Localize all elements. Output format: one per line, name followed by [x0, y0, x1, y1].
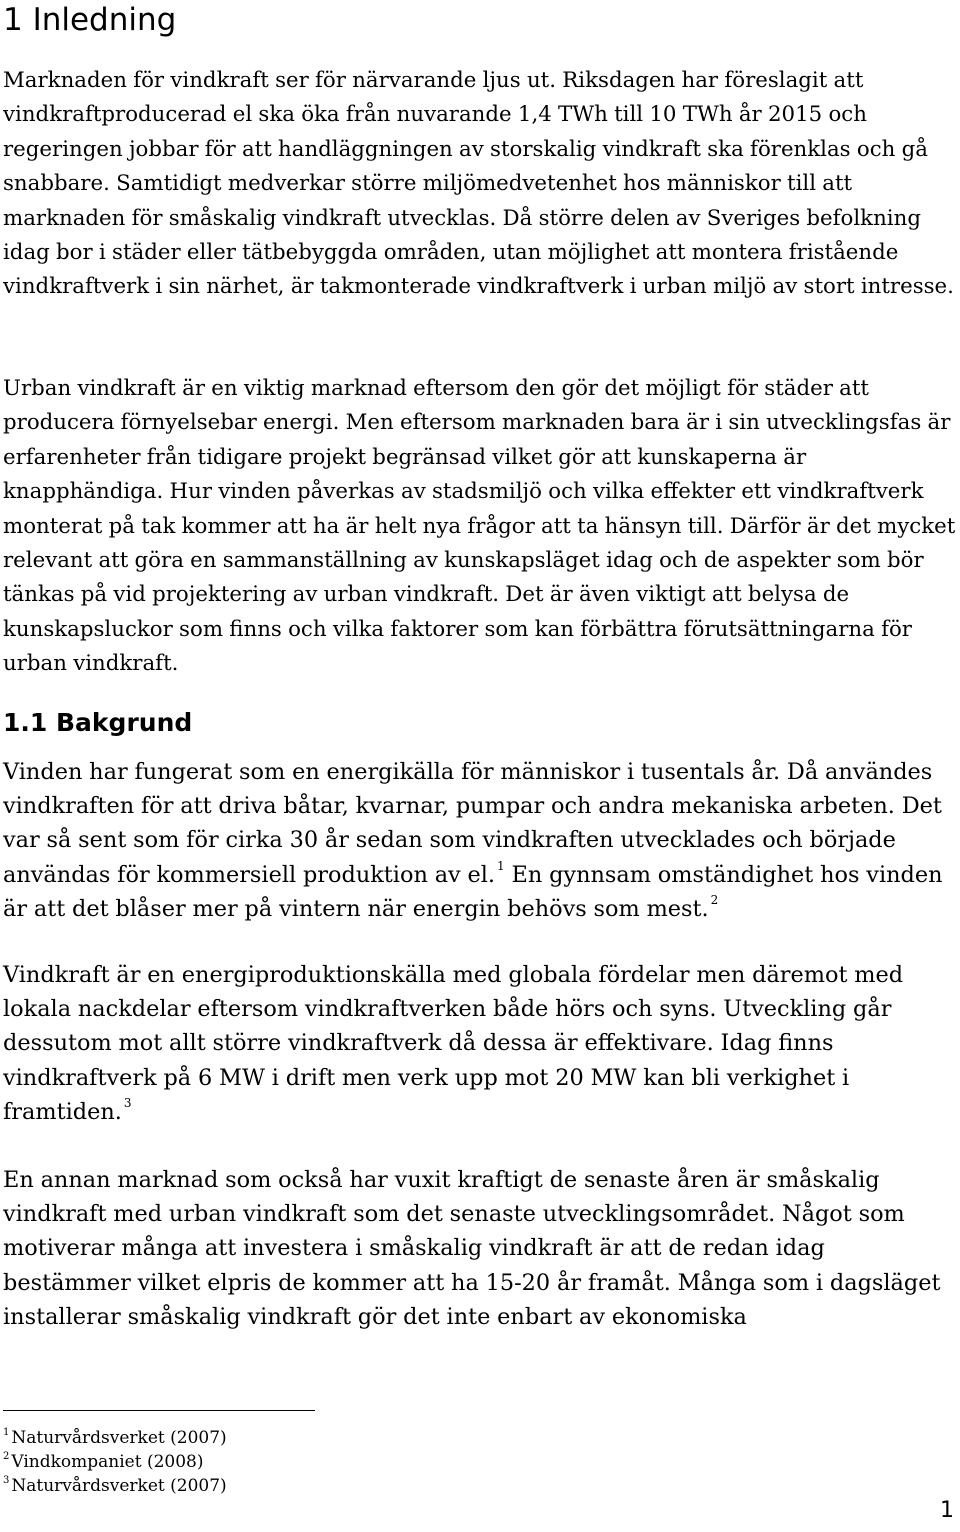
paragraph-2: Urban vindkraft är en viktig marknad eftersom den gör det möjligt för städer att producera förnyelsebar energi. Men eftersom marknaden bara är i sin utvecklingsfas är erfarenheter från tidigare projekt begränsad vilket gör att kunskaperna är knapphändiga. Hur vinden påverkas av stadsmiljö och vilka effekter ett vindkraftverk monterat på tak kommer att ha är helt nya frågor att ta hänsyn till. Därför är det mycket relevant att göra en sammanställning av kunskapsläget idag och de aspekter som bör tänkas på vid projektering av urban vindkraft. Det är även viktigt att belysa de kunskapsluckor som finns och vilka faktorer som kan förbättra förutsättningarna för urban vindkraft.: [3, 376, 956, 677]
paragraph-3-text-b: En gynnsam omständighet hos vinden är att det blåser mer på vintern när energin behövs som mest.: [3, 861, 943, 922]
footnote-ref-2: 2: [710, 892, 719, 907]
footnote-3: [3, 1474, 227, 1498]
paragraph-3: [3, 755, 959, 926]
footnote-ref-3: 3: [123, 1095, 132, 1110]
paragraph-4-text: Vindkraft är en energiproduktionskälla med globala fördelar men däremot med lokala nackdelar eftersom vindkraftverken både hörs och syns. Utveckling går dessutom mot allt större vindkraftverk då dessa är effektivare. Idag finns vindkraftverk på 6 MW i drift men verk upp mot 20 MW kan bli verkighet i framtiden.: [3, 962, 904, 1125]
footnote-2-text: Vindkompaniet (2008): [11, 1452, 204, 1472]
footnote-3-number: 3: [3, 1475, 10, 1486]
footnote-1: [3, 1426, 227, 1450]
footnote-1-number: 1: [3, 1427, 10, 1438]
footnote-3-text: Naturvårdsverket (2007): [11, 1476, 227, 1496]
paragraph-5: En annan marknad som också har vuxit kraftigt de senaste åren är småskalig vindkraft med urban vindkraft som det senaste utvecklingsområdet. Något som motiverar många att investera i småskalig vindkraft är att de redan idag bestämmer vilket elpris de kommer att ha 15-20 år framåt. Många som i dagsläget installerar småskalig vindkraft gör det inte enbart av ekonomiska: [3, 1167, 941, 1330]
footnote-2-number: 2: [3, 1451, 10, 1462]
footnote-2: [3, 1450, 204, 1474]
paragraph-1: Marknaden för vindkraft ser för närvarande ljus ut. Riksdagen har föreslagit att vindkraftproducerad el ska öka från nuvarande 1,4 TWh till 10 TWh år 2015 och regeringen jobbar för att handläggningen av storskalig vindkraft ska förenklas och gå snabbare. Samtidigt medverkar större miljömedvetenhet hos människor till att marknaden för småskalig vindkraft utvecklas. Då större delen av Sveriges befolkning idag bor i städer eller tätbebyggda områden, utan möjlighet att montera fristående vindkraftverk i sin närhet, är takmonterade vindkraftverk i urban miljö av stort intresse.: [3, 68, 954, 300]
page-number: 1: [940, 1498, 954, 1523]
footnote-divider: [3, 1410, 315, 1411]
footnote-1-text: Naturvårdsverket (2007): [11, 1428, 227, 1448]
section-heading-inledning: 1 Inledning: [3, 2, 177, 38]
paragraph-3-text-a: Vinden har fungerat som en energikälla för människor i tusentals år. Då användes vindkraften för att driva båtar, kvarnar, pumpar och andra mekaniska arbeten. Det var så sent som för cirka 30 år sedan som vindkraften utvecklades och började användas för kommersiell produktion av el.: [3, 759, 942, 888]
paragraph-4: [3, 958, 959, 1129]
footnote-ref-1: 1: [497, 858, 505, 873]
subsection-heading-bakgrund: 1.1 Bakgrund: [3, 708, 193, 737]
